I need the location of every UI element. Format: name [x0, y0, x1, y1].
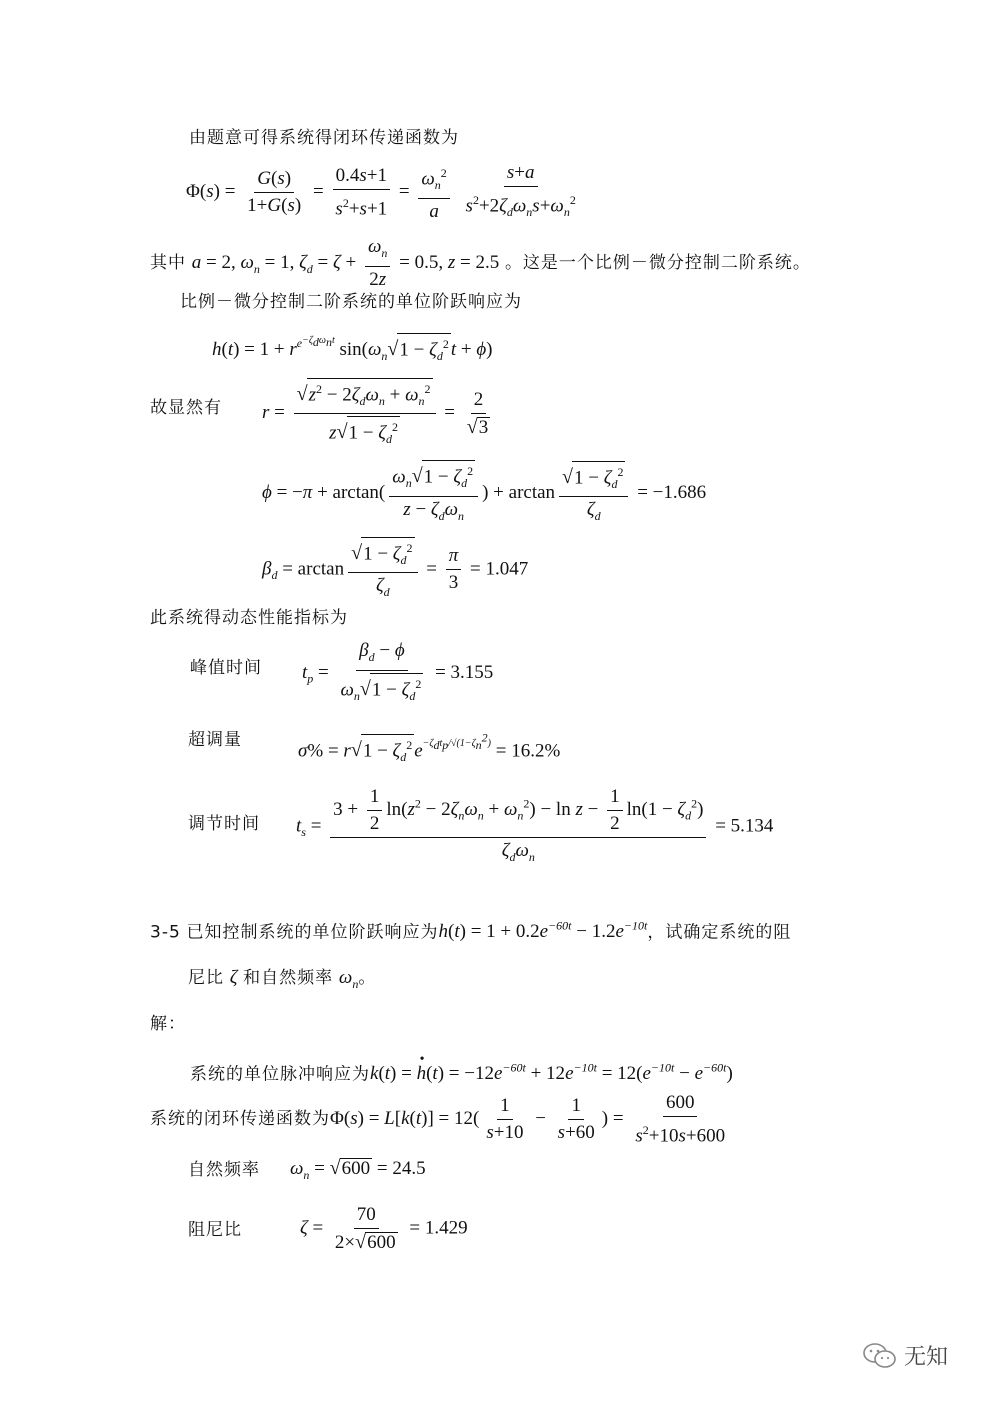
problem-text-d: 和自然频率 [243, 968, 334, 988]
zeta-value: 1.429 [424, 1217, 468, 1239]
damping-ratio-label: 阻尼比 [188, 1220, 242, 1240]
r-equation: r = $\frac{√z^2 - 2\zeta_d\omega_n + \omega_n^2}{z√1 - \zeta_d^2}$ = $\frac{2}{√3}$ [262, 378, 497, 449]
impulse-equation: k(t) = h • $(t) = -12e^{-60t} + 12e^{-10t} = 12(e^{-10t} - e^{-60t})$ [370, 1052, 733, 1085]
obviously-text: 故显然有 [150, 398, 222, 418]
beta-equation: $\beta_d = \arctan$ $\frac{√1 - \zeta_d^2}{\zeta_d}$ = $\frac{\pi}{3}$ = 1.047 [262, 537, 528, 603]
problem-text-a: 已知控制系统的单位阶跃响应为 [186, 922, 439, 943]
closed-loop-line [150, 1092, 732, 1147]
natural-frequency-equation: $\omega_n = √600 = 24.5$ [290, 1157, 426, 1182]
solution-label: 解： [150, 1014, 186, 1034]
beta-value: 1.047 [485, 558, 529, 580]
tp-value: 3.155 [450, 661, 494, 683]
sigma-value: 16.2% [511, 740, 561, 762]
where-prefix: 其中 [150, 252, 186, 273]
chat-bubbles-icon [862, 1341, 898, 1371]
intro-text: 由题意可得系统得闭环传递函数为 [189, 128, 459, 148]
wn-value: 24.5 [392, 1158, 426, 1179]
step-response-text: 比例－微分控制二阶系统的单位阶跃响应为 [180, 292, 522, 312]
parameters-equation: a = 2, $\omega_n = 1$, $\zeta_d = \zeta$ + $\frac{\omega_n}{2z}$ = 0.5, z = 2.5 [191, 236, 500, 290]
impulse-line [190, 1052, 733, 1086]
peak-time-label: 峰值时间 [190, 658, 262, 678]
ts-value: 5.134 [730, 815, 774, 837]
closed-loop-text: 系统的闭环传递函数为 [150, 1109, 330, 1130]
damping-ratio-equation: ζ = $\frac{70}{2\times√600}$ = 1.429 [300, 1204, 468, 1253]
peak-time-equation: $t_p$ = $\frac{\beta_d - \phi}{\omega_n√1 - \zeta_d^2}$ = 3.155 [302, 640, 493, 707]
problem-text-c: 尼比 [188, 968, 224, 988]
problem-text-e: 。 [358, 968, 377, 988]
closed-loop-equation: Φ(s) = L[k(t)] = 12( $\frac{1}{s+10}$ − $\frac{1}{s+60}$ ) = $\frac{600}{s^2+10s+600}$ [330, 1092, 726, 1147]
settling-equation: $t_s$ = 3 + $\frac{1}{2}$ $\ln(z^2 - 2\zeta_n\omega_n + \omega_n^2) - \ln z$ − $\frac{1}{2}$ $\ln(1 - \zeta_d^2)$ $\zeta_d\omega_n$ = 5.134 [296, 786, 774, 864]
problem-line-1 [150, 914, 791, 944]
watermark-logo [862, 1340, 948, 1371]
problem-line-2: 尼比 ζ 和自然频率 $\omega_n$。 [188, 967, 377, 991]
phi-equation: ϕ = −π + arctan( $\frac{\omega_n√1 - \zeta_d^2}{z - \zeta_d\omega_n}$ ) + arctan $\frac{√1 - \zeta_d^2}{\zeta_d}$ = −1.686 [262, 460, 706, 527]
impulse-text: 系统的单位脉冲响应为 [190, 1064, 370, 1085]
where-suffix: 。这是一个比例－微分控制二阶系统。 [504, 252, 811, 273]
step-response-equation: $h(t) = 1 + r^{e-\zeta_d\omega_nt}$ $\sin(\omega_n√1 - \zeta_d^2$ t + ϕ) [212, 329, 493, 368]
overshoot-label: 超调量 [188, 730, 242, 750]
step-response-given: $h(t) = 1 + 0.2e^{-60t} - 1.2e^{-10t}$ [438, 919, 648, 943]
settling-label: 调节时间 [188, 814, 260, 834]
overshoot-equation: $\sigma\% = r√1 - \zeta_d^2$ $e^{-\zeta_dt_p/√(1-\zeta_n^2)} = 16.2\%$ [298, 726, 560, 767]
closed-loop-transfer-equation: Φ(s) = $\frac{G(s)}{1+G(s)}$ = $\frac{0.4s+1}{s^2+s+1}$ = $\frac{\omega_n^2}{a}$ $\frac{s+a}{s^2+2\zeta_d\omega_ns+\omega_n^2}$ [186, 162, 576, 223]
performance-text: 此系统得动态性能指标为 [150, 608, 348, 628]
natural-frequency-label: 自然频率 [188, 1160, 260, 1180]
watermark-text: 无知 [904, 1345, 949, 1370]
problem-number: 3-5 [150, 922, 181, 943]
phi-value: −1.686 [652, 481, 707, 503]
parameters-line [150, 236, 811, 291]
problem-text-b: ，试确定系统的阻 [647, 922, 792, 943]
